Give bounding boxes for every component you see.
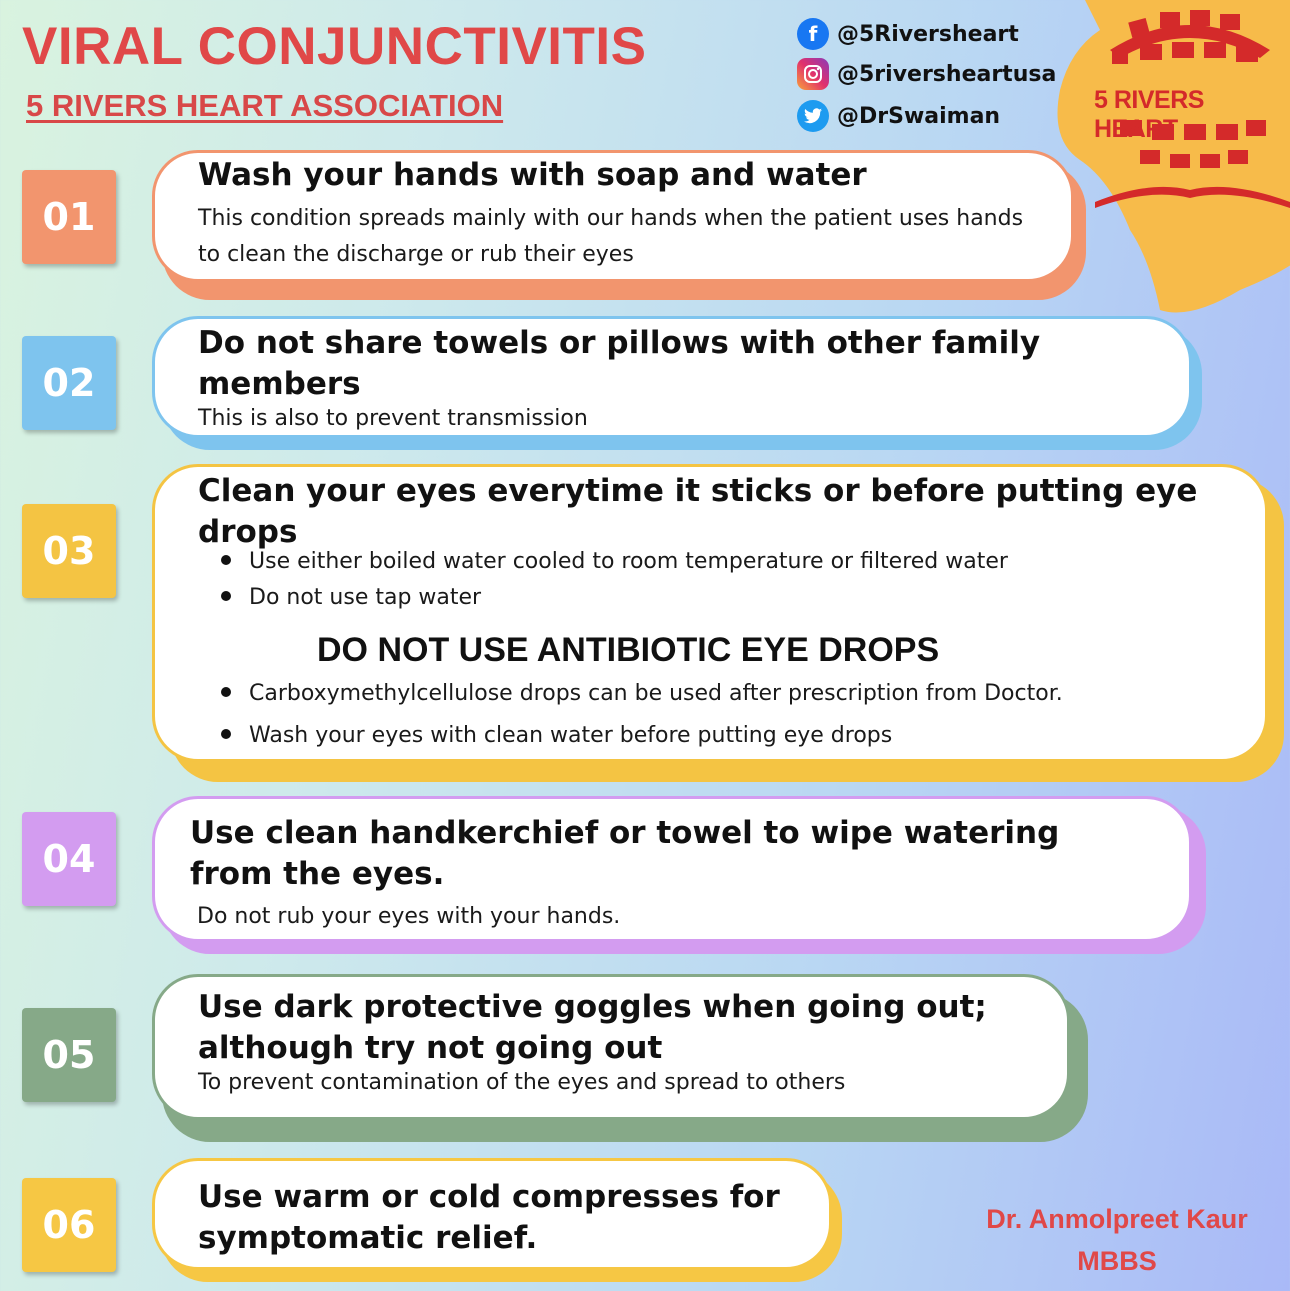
logo-background xyxy=(1040,0,1290,330)
social-facebook[interactable] xyxy=(797,18,1019,50)
tip-number-05: 05 xyxy=(22,1008,116,1102)
tip-title: Wash your hands with soap and water xyxy=(198,157,867,193)
tip-number-01: 01 xyxy=(22,170,116,264)
tip-title: Do not share towels or pillows with other family members xyxy=(198,325,1041,402)
social-twitter[interactable] xyxy=(797,100,1000,132)
instagram-handle: @5riversheartusa xyxy=(837,61,1057,87)
author-degree: MBBS xyxy=(1077,1246,1157,1276)
bullet-item: Use either boiled water cooled to room temperature or filtered water xyxy=(221,549,1008,574)
tip-description: Do not rub your eyes with your hands. xyxy=(197,904,621,929)
tip-description: To prevent contamination of the eyes and spread to others xyxy=(198,1070,846,1095)
tip-number-03: 03 xyxy=(22,504,116,598)
tip-card-05 xyxy=(152,974,1070,1120)
bullet-dot xyxy=(221,687,231,697)
social-instagram[interactable] xyxy=(797,58,1056,90)
tip-number-02: 02 xyxy=(22,336,116,430)
tip-card-03 xyxy=(152,464,1268,762)
tip-title: Use warm or cold compresses for symptomatic relief. xyxy=(198,1179,780,1256)
tip-card-06 xyxy=(152,1158,832,1270)
logo-text: 5 RIVERS HEART xyxy=(1094,86,1204,143)
tip-title: Use dark protective goggles when going out; although try not going out xyxy=(198,989,987,1066)
tip-title: Clean your eyes everytime it sticks or before putting eye drops xyxy=(198,473,1198,550)
twitter-icon xyxy=(797,100,829,132)
facebook-icon: f xyxy=(797,18,829,50)
tip-description: This condition spreads mainly with our hands when the patient uses hands to clean the discharge or rub their eyes xyxy=(198,206,1024,267)
page-title: VIRAL CONJUNCTIVITIS xyxy=(22,17,647,76)
facebook-handle: @5Riversheart xyxy=(837,21,1019,47)
tip-card-04 xyxy=(152,796,1192,942)
organization-subtitle[interactable]: 5 RIVERS HEART ASSOCIATION xyxy=(26,88,504,123)
bullet-item: Carboxymethylcellulose drops can be used after prescription from Doctor. xyxy=(221,681,1063,706)
bullet-dot xyxy=(221,591,231,601)
twitter-handle: @DrSwaiman xyxy=(837,103,1001,129)
tip-number-04: 04 xyxy=(22,812,116,906)
instagram-icon xyxy=(797,58,829,90)
bullet-dot xyxy=(221,555,231,565)
tip-number-06: 06 xyxy=(22,1178,116,1272)
tip-card-01 xyxy=(152,150,1074,282)
warning-heading: DO NOT USE ANTIBIOTIC EYE DROPS xyxy=(317,631,940,669)
bullet-dot xyxy=(221,729,231,739)
tip-description: This is also to prevent transmission xyxy=(198,406,588,431)
author-name: Dr. Anmolpreet Kaur xyxy=(986,1204,1248,1234)
tip-card-02 xyxy=(152,316,1192,438)
tip-title: Use clean handkerchief or towel to wipe watering from the eyes. xyxy=(190,815,1060,892)
bullet-item: Do not use tap water xyxy=(221,585,481,610)
bullet-item: Wash your eyes with clean water before putting eye drops xyxy=(221,723,892,748)
